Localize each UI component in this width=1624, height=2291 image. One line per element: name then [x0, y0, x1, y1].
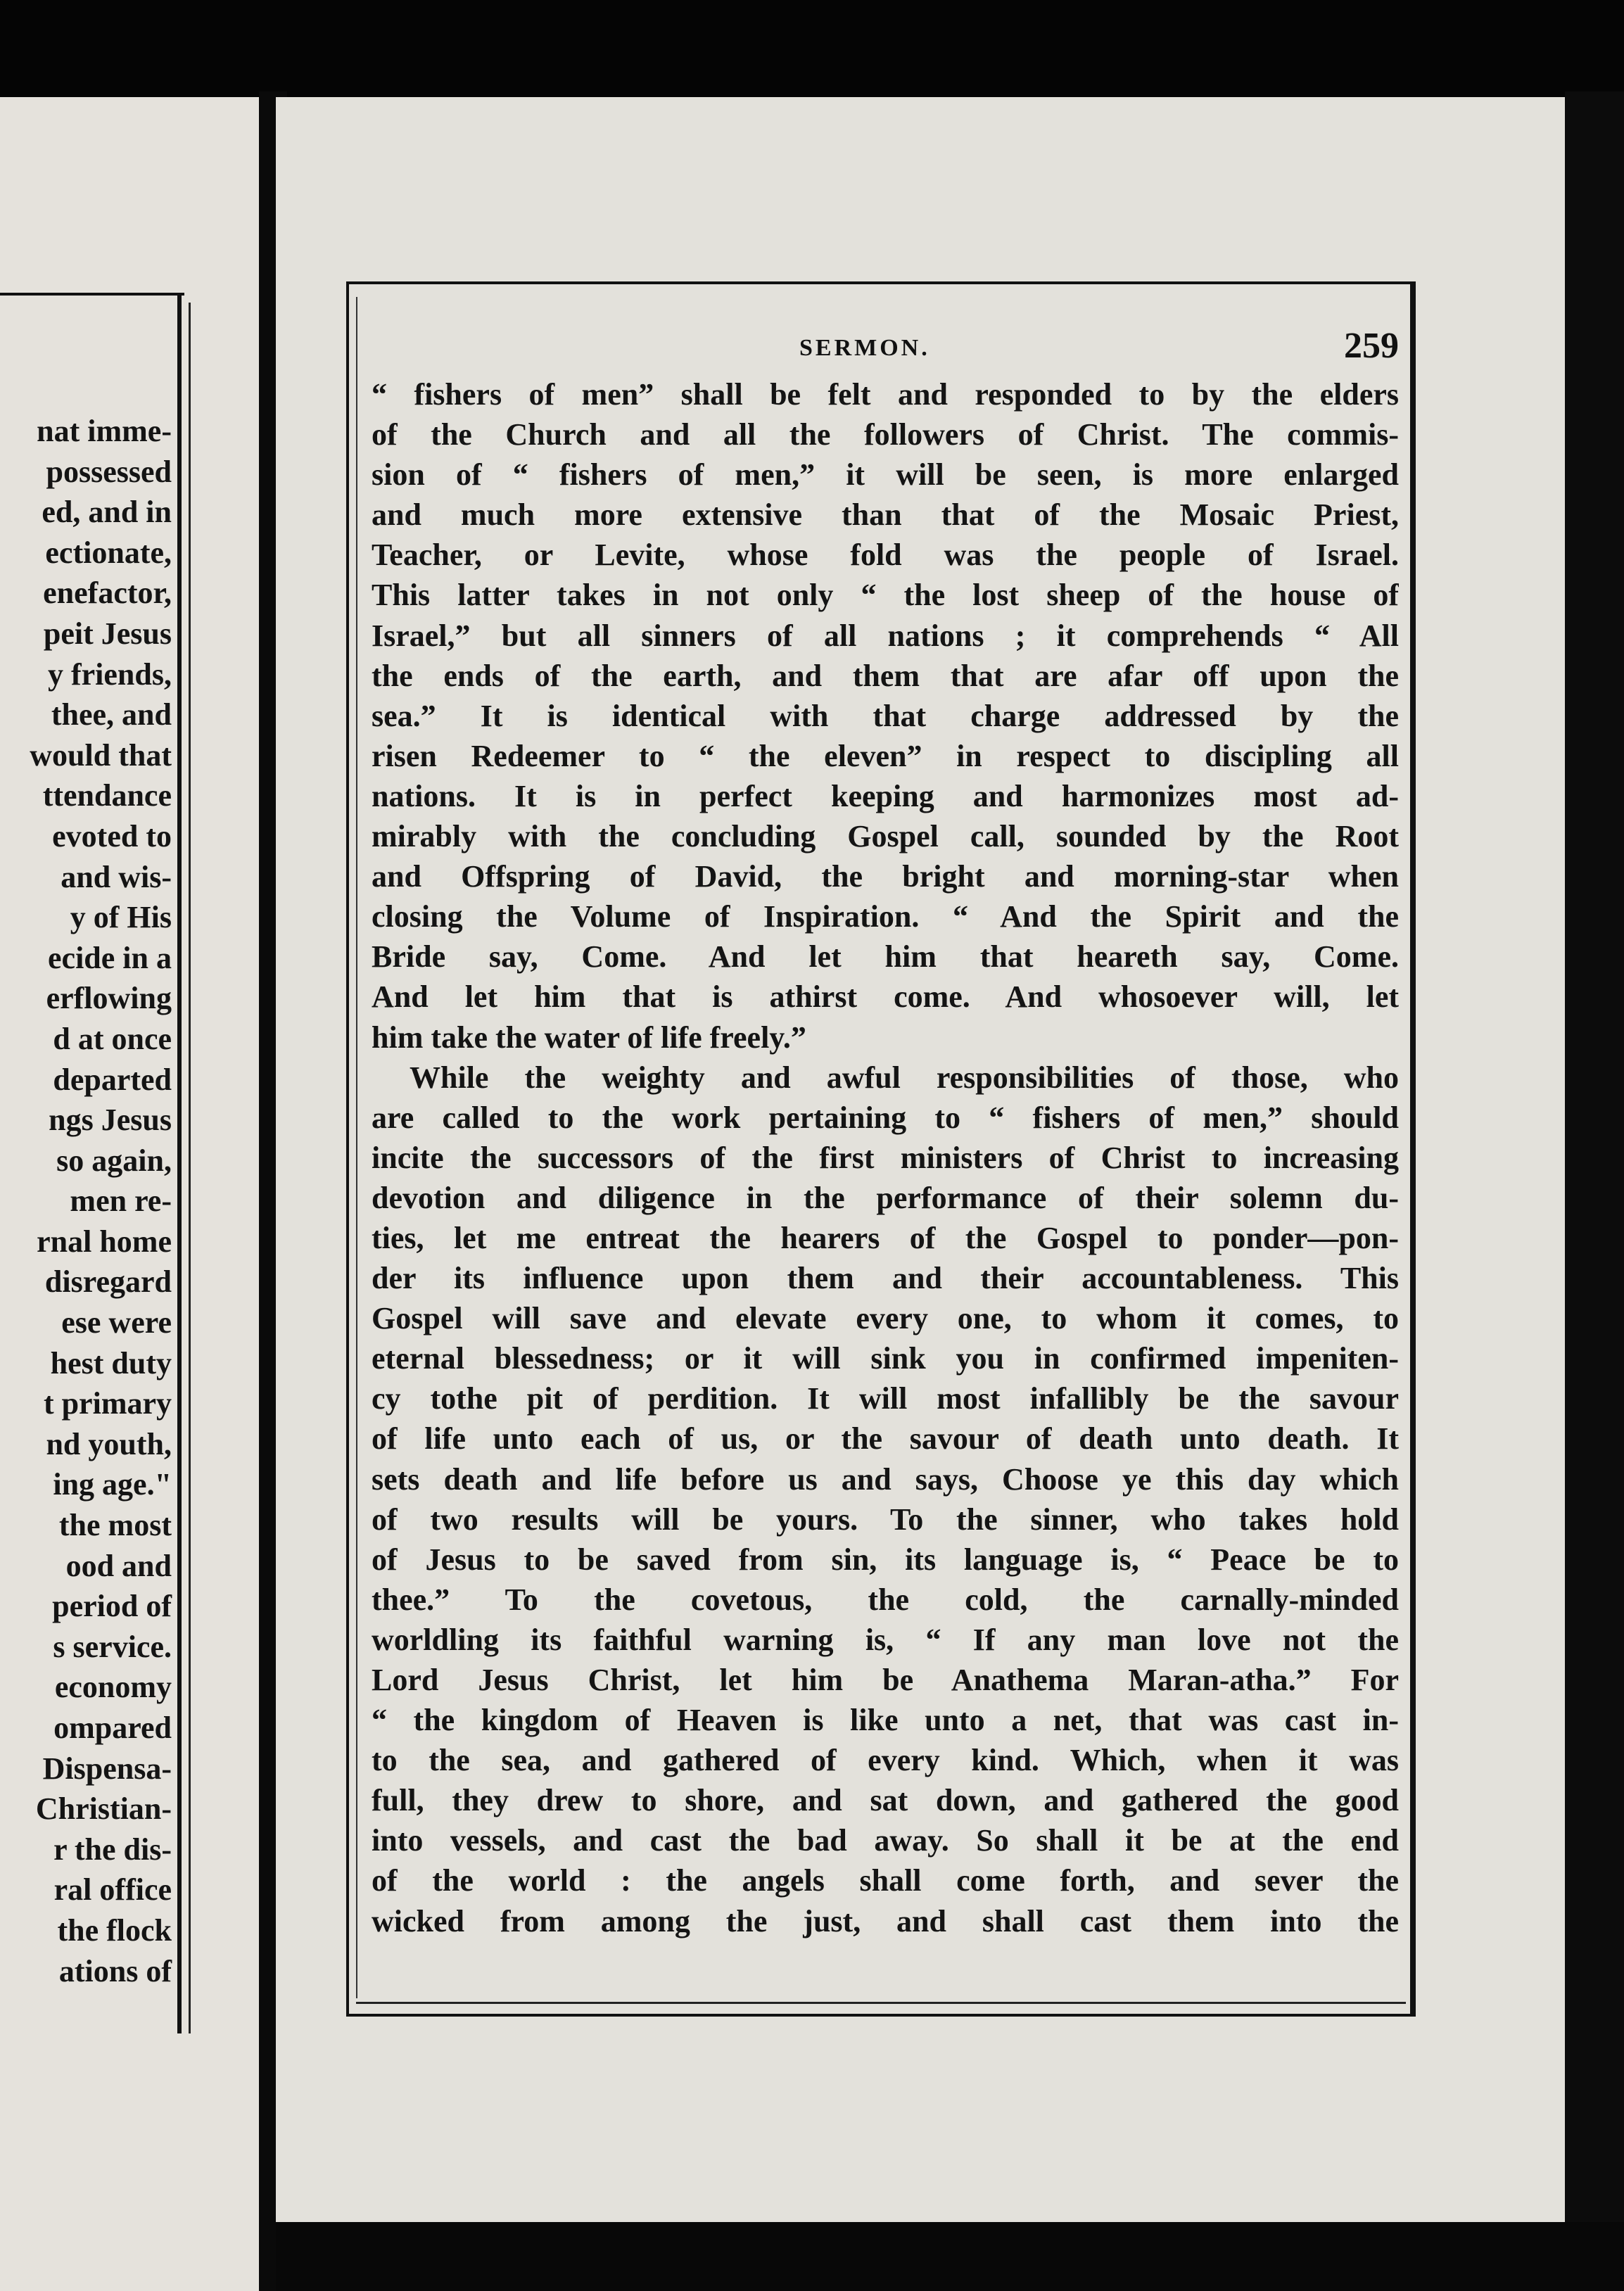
left-page-line: Dispensa-	[42, 1751, 172, 1786]
left-page-line: peit Jesus	[43, 616, 172, 651]
frame-inner-left-rule	[356, 297, 357, 1998]
left-page-line: ecide in a	[48, 940, 172, 975]
left-page-line: men re-	[70, 1183, 172, 1219]
page-text-line: risen Redeemer to “ the eleven” in respect to discipling all	[372, 738, 1399, 773]
page-number: 259	[1344, 326, 1399, 366]
left-page-line: the most	[58, 1508, 172, 1543]
page-text-line: Gospel will save and elevate every one, to whom it comes, to	[372, 1301, 1399, 1336]
page-text-line: of life unto each of us, or the savour of death unto death. It	[372, 1421, 1399, 1457]
page-text-line: him take the water of life freely.”	[372, 1020, 806, 1055]
page-text-line: Israel,” but all sinners of all nations ; it comprehends “ All	[372, 618, 1399, 653]
running-head: SERMON.	[799, 335, 930, 361]
scan-background-bottom	[276, 2222, 1624, 2291]
left-page-text-column	[0, 411, 172, 1991]
page-text-line: wicked from among the just, and shall cast them into the	[372, 1903, 1399, 1938]
left-page-line: ing age."	[53, 1467, 172, 1502]
left-page-line: evoted to	[52, 818, 172, 853]
page-text-line: into vessels, and cast the bad away. So shall it be at the end	[372, 1823, 1399, 1858]
left-page-line: Christian-	[35, 1791, 172, 1827]
page-text-line: sea.” It is identical with that charge addressed by the	[372, 698, 1399, 733]
left-page-line: ectionate,	[45, 535, 172, 570]
left-page-line: y friends,	[48, 656, 172, 692]
page-text-line: to the sea, and gathered of every kind. Which, when it was	[372, 1743, 1399, 1778]
left-page-line: ngs Jesus	[49, 1103, 172, 1138]
left-page-line: rnal home	[37, 1224, 172, 1259]
page-text-line: While the weighty and awful responsibilities of those, who	[410, 1060, 1399, 1095]
left-page-line: thee, and	[51, 697, 172, 732]
left-page-line: nat imme-	[37, 414, 172, 448]
page-text-line: Lord Jesus Christ, let him be Anathema Maran-atha.” For	[372, 1663, 1399, 1697]
page-body-text	[372, 374, 1399, 1941]
page-text-line: are called to the work pertaining to “ fishers of men,” should	[372, 1100, 1399, 1135]
page-text-line: devotion and diligence in the performance of their solemn du-	[372, 1180, 1399, 1215]
left-page-line: y of His	[70, 900, 172, 935]
page-text-line: thee.” To the covetous, the cold, the carnally-minded	[372, 1582, 1399, 1617]
page-text-line: eternal blessedness; or it will sink you in confirmed impeniten-	[372, 1341, 1399, 1376]
page-text-line: Bride say, Come. And let him that heareth say, Come.	[372, 939, 1399, 975]
left-page-line: t primary	[43, 1386, 172, 1421]
left-page-line: possessed	[46, 454, 172, 489]
left-page-line: d at once	[53, 1021, 172, 1056]
page-text-line: nations. It is in perfect keeping and harmonizes most ad-	[372, 778, 1399, 813]
left-page-line: s service.	[53, 1629, 172, 1664]
page-text-line: sion of “ fishers of men,” it will be seen, is more enlarged	[372, 457, 1399, 493]
left-page-line: would that	[30, 737, 172, 773]
page-text-line: of the Church and all the followers of Christ. The commis-	[372, 417, 1399, 452]
left-page-line: ttendance	[42, 778, 172, 813]
left-page-line: erflowing	[46, 981, 172, 1016]
page-text-line: and Offspring of David, the bright and morning-star when	[372, 859, 1399, 894]
frame-inner-bottom-rule	[356, 2002, 1406, 2004]
left-page-line: nd youth,	[46, 1426, 172, 1461]
page-text-line: closing the Volume of Inspiration. “ And the Spirit and the	[372, 899, 1399, 934]
page-text-line: And let him that is athirst come. And whosoever will, let	[372, 979, 1399, 1015]
left-page-line: hest duty	[50, 1345, 172, 1381]
left-page-line: ese were	[61, 1305, 172, 1340]
left-page-line: ood and	[65, 1548, 172, 1583]
page-header	[372, 326, 1399, 372]
page-text-line: Teacher, or Levite, whose fold was the people of Israel.	[372, 538, 1399, 573]
left-page-line: and wis-	[61, 859, 172, 894]
left-page-line: ed, and in	[42, 495, 172, 530]
page-text-line: worldling its faithful warning is, “ If any man love not the	[372, 1622, 1399, 1657]
left-page-line: ral office	[53, 1872, 172, 1908]
left-page-line: ations of	[58, 1953, 172, 1988]
page-text-line: of Jesus to be saved from sin, its language is, “ Peace be to	[372, 1542, 1399, 1577]
page-text-line: “ fishers of men” shall be felt and responded to by the elders	[372, 377, 1399, 412]
page-text-line: “ the kingdom of Heaven is like unto a net, that was cast in-	[372, 1703, 1399, 1738]
page-text-line: full, they drew to shore, and sat down, and gathered the good	[372, 1783, 1399, 1818]
left-page-line: so again,	[56, 1143, 172, 1178]
previous-page-fragment	[0, 97, 276, 2291]
left-page-line: economy	[54, 1670, 172, 1705]
scan-background-top	[0, 0, 1624, 97]
page-text-line: This latter takes in not only “ the lost sheep of the house of	[372, 578, 1399, 613]
frame-right-rule	[1410, 284, 1416, 2014]
page-text-line: of the world : the angels shall come forth, and sever the	[372, 1863, 1399, 1898]
left-page-line: departed	[53, 1062, 172, 1097]
left-page-line: the flock	[57, 1912, 172, 1948]
page-text-line: sets death and life before us and says, Choose ye this day which	[372, 1461, 1399, 1497]
page-text-line: the ends of the earth, and them that are afar off upon the	[372, 658, 1399, 693]
left-page-frame-inner-rule	[189, 303, 191, 2033]
left-page-line: ompared	[53, 1711, 172, 1745]
page-text-line: mirably with the concluding Gospel call, sounded by the Root	[372, 819, 1399, 854]
left-page-line: period of	[52, 1589, 172, 1624]
page-text-line: and much more extensive than that of the Mosaic Priest,	[372, 497, 1399, 533]
page-text-line: incite the successors of the first ministers of Christ to increasing	[372, 1140, 1399, 1175]
left-page-frame-right-rule	[177, 296, 182, 2033]
page-text-line: ties, let me entreat the hearers of the Gospel to ponder—pon-	[372, 1220, 1399, 1255]
scan-background-right	[1565, 91, 1624, 2291]
left-page-line: enefactor,	[43, 576, 172, 611]
page-text-line: cy tothe pit of perdition. It will most infallibly be the savour	[372, 1381, 1399, 1416]
current-page	[276, 97, 1565, 2222]
page-text-line: of two results will be yours. To the sinner, who takes hold	[372, 1502, 1399, 1537]
left-page-line: disregard	[44, 1264, 172, 1300]
left-page-frame-top-rule	[0, 293, 184, 296]
page-text-line: der its influence upon them and their accountableness. This	[372, 1261, 1399, 1296]
left-page-line: r the dis-	[53, 1832, 172, 1867]
